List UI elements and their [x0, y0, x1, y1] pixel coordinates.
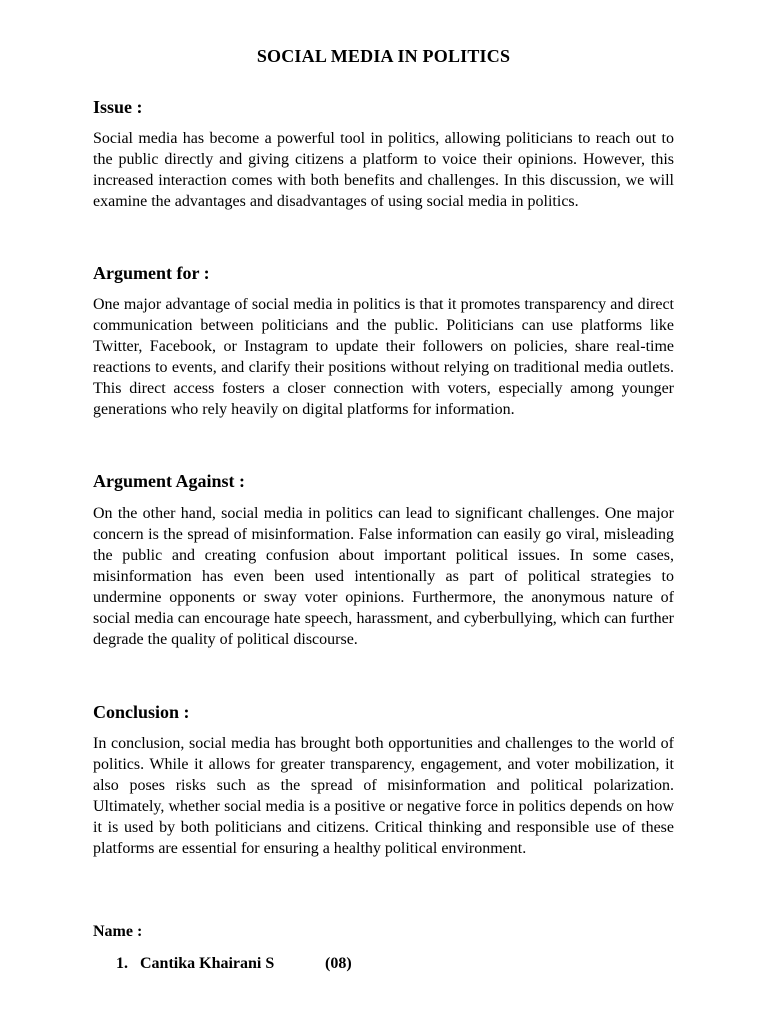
section-heading-issue: Issue : — [93, 97, 143, 117]
document-title: SOCIAL MEDIA IN POLITICS — [256, 46, 511, 66]
section-heading-argument-against: Argument Against : — [93, 471, 245, 491]
name-list-number: 1. — [116, 955, 128, 972]
section-body-argument-for: One major advantage of social media in politics is that it promotes transparency and direct communication between politicians and the public. Politicians can use platforms like Twitter, Facebook, or Instagram to update their followers on policies, share real-time reactions to events, and clarify their positions without relying on traditional media outlets. This direct access fosters a closer connection with voters, especially among younger generations who rely heavily on digital platforms for information. — [93, 296, 674, 418]
section-heading-argument-for: Argument for : — [93, 263, 210, 283]
section-heading-conclusion: Conclusion : — [93, 702, 190, 722]
name-label: Name : — [93, 923, 143, 940]
section-body-conclusion: In conclusion, social media has brought both opportunities and challenges to the world of politics. While it allows for greater transparency, engagement, and voter mobilization, it also poses risks such as the spread of misinformation and political polarization. Ultimately, whether social media is a positive or negative force in politics depends on how it is used by both politicians and citizens. Critical thinking and responsible use of these platforms are essential for ensuring a healthy political environment. — [93, 735, 674, 857]
name-list-item — [116, 954, 352, 974]
section-body-argument-against: On the other hand, social media in politics can lead to significant challenges. One major concern is the spread of misinformation. False information can easily go viral, misleading the public and creating confusion about important political issues. In some cases, misinformation has even been used intentionally as part of political strategies to undermine opponents or sway voter opinions. Furthermore, the anonymous nature of social media can encourage hate speech, harassment, and cyberbullying, which can further degrade the quality of political discourse. — [93, 505, 674, 648]
student-name: Cantika Khairani S — [140, 955, 275, 972]
section-body-issue: Social media has become a powerful tool in politics, allowing politicians to reach out to the public directly and giving citizens a platform to voice their opinions. However, this increased interaction comes with both benefits and challenges. In this discussion, we will examine the advantages and disadvantages of using social media in politics. — [93, 130, 674, 210]
student-id: (08) — [325, 955, 352, 972]
